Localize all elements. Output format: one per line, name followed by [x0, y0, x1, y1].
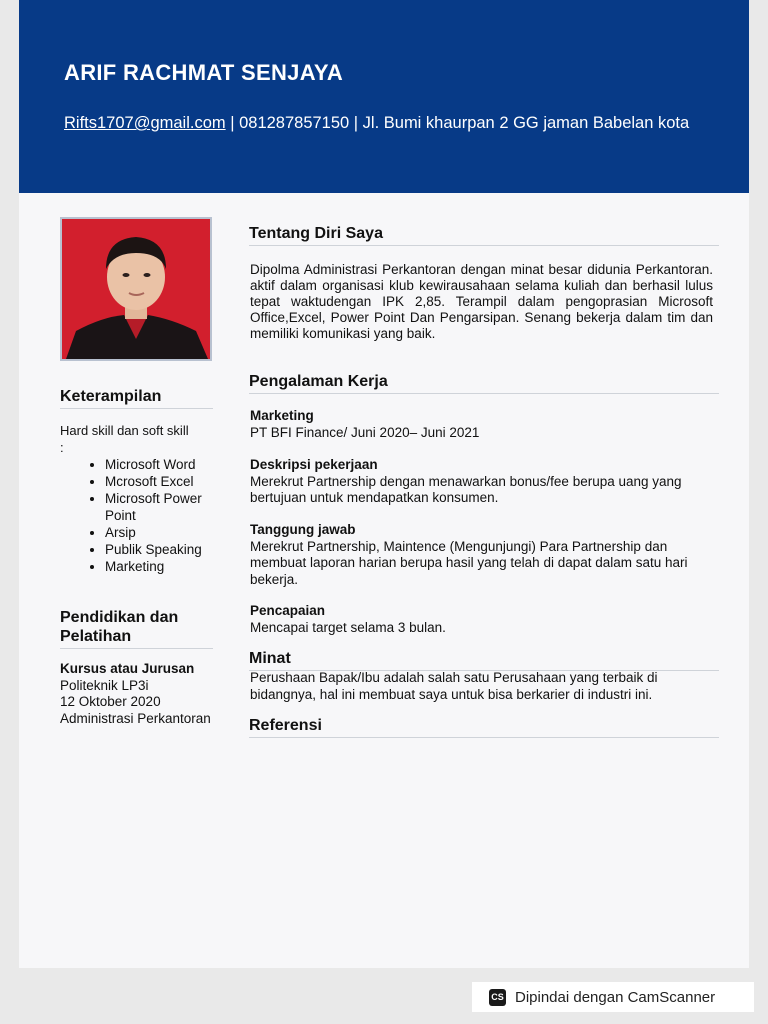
camscanner-icon: CS — [489, 989, 506, 1006]
education-major: Administrasi Perkantoran — [60, 710, 211, 726]
description-heading: Deskripsi pekerjaan — [250, 457, 378, 472]
about-heading: Tentang Diri Saya — [249, 225, 719, 246]
email-link[interactable]: Rifts1707@gmail.com — [64, 114, 226, 132]
interest-text: Perushaan Bapak/Ibu adalah salah satu Perusahaan yang terbaik di bidangnya, hal ini membuat saya untuk bisa berkarier di industri ini. — [250, 670, 658, 702]
list-item: • Microsoft Power Point — [105, 490, 225, 524]
list-item: • Microsoft Word — [105, 456, 225, 473]
resume-header — [19, 0, 749, 193]
list-item: • Marketing — [105, 558, 225, 575]
description-text: Merekrut Partnership dengan menawarkan bonus/fee berupa uang yang bertujuan untuk mendapatkan konsumen. — [250, 473, 682, 505]
about-text: Dipolma Administrasi Perkantoran dengan minat besar didunia Perkantoran. aktif dalam organisasi klub kewirausahaan selama kuliah dan berhasil lulus tepat waktudengan IPK 2,85. Terampil dalam pengoprasian Microsoft Office,Excel, Power Point Dan Pengarsipan. Senang bekerja dalam tim dan memiliki komunikasi yang baik. — [250, 262, 713, 341]
job-title: Marketing — [250, 408, 314, 423]
phone-number: | 081287857150 — [225, 114, 350, 132]
experience-heading: Pengalaman Kerja — [249, 373, 719, 394]
list-item: • Publik Speaking — [105, 541, 225, 558]
resume-page — [19, 0, 749, 968]
skills-heading: Keterampilan — [60, 388, 213, 409]
contact-line — [64, 114, 689, 133]
job-company: PT BFI Finance/ Juni 2020– Juni 2021 — [250, 424, 480, 440]
address: | Jl. Bumi khaurpan 2 GG jaman Babelan kota — [349, 114, 690, 132]
profile-photo — [60, 217, 212, 361]
job-description — [250, 457, 720, 507]
skills-list — [81, 456, 225, 575]
achievement-text: Mencapai target selama 3 bulan. — [250, 619, 446, 635]
achievement-heading: Pencapaian — [250, 603, 326, 618]
education-title: Kursus atau Jurusan — [60, 661, 195, 676]
list-item: • Mcrosoft Excel — [105, 473, 225, 490]
job-responsibility — [250, 522, 720, 588]
responsibility-text: Merekrut Partnership, Maintence (Mengunjungi) Para Partnership dan membuat laporan harian berupa hasil yang telah di dapat dalam satu hari bekerja. — [250, 538, 688, 587]
job-achievement — [250, 603, 720, 636]
skills-intro: Hard skill dan soft skill : — [60, 423, 189, 455]
camscanner-badge — [472, 982, 754, 1012]
education-entry — [60, 661, 211, 727]
education-school: Politeknik LP3i — [60, 677, 149, 693]
camscanner-label: Dipindai dengan CamScanner — [515, 988, 716, 1006]
list-item: • Arsip — [105, 524, 225, 541]
education-heading: Pendidikan dan Pelatihan — [60, 608, 213, 649]
education-date: 12 Oktober 2020 — [60, 694, 161, 709]
interest-heading: Minat — [249, 650, 719, 671]
responsibility-heading: Tanggung jawab — [250, 522, 356, 537]
reference-heading: Referensi — [249, 717, 719, 738]
candidate-name: ARIF RACHMAT SENJAYA — [64, 60, 344, 85]
job-entry — [250, 408, 720, 441]
